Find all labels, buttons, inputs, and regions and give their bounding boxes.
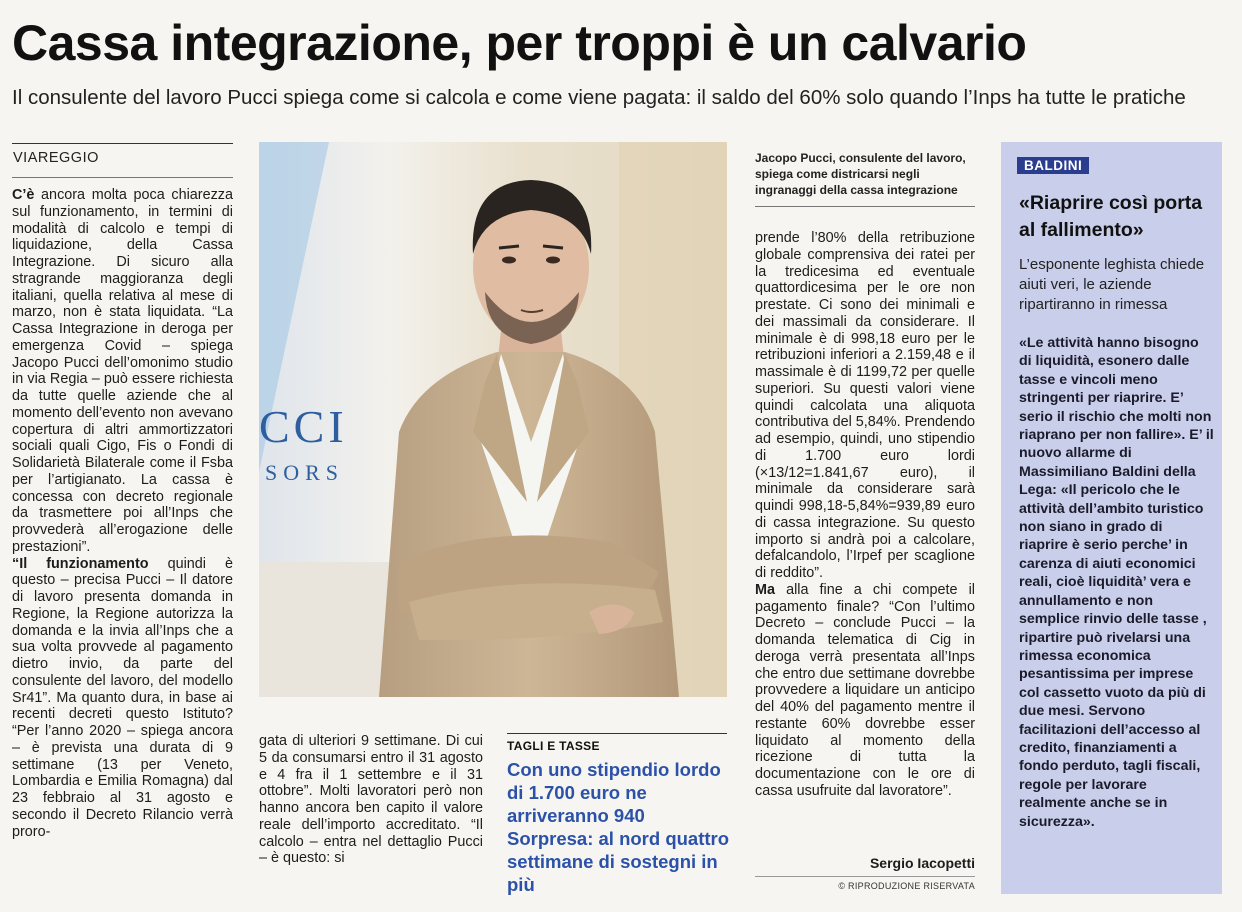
paragraph (12, 187, 233, 556)
column-rule (12, 143, 233, 144)
headline: Cassa integrazione, per troppi è un calvario (12, 15, 1027, 71)
sidebar-title: «Riaprire così porta al fallimento» (1019, 192, 1203, 241)
dateline: VIAREGGIO (13, 150, 99, 166)
paragraph-text: quindi è questo – precisa Pucci – Il datore di lavoro presenta domanda in Regione, la Regione autorizza la domanda e la invia all’Inps che a sua volta provvede al pagamento dietro invio, da parte del consulente del lavoro, del modello Sr41”. Ma quanto dura, in base ai recenti decreti questo Istituto? “Per l’anno 2020 – spiega ancora – è prevista una durata di 9 settimane (13 per Veneto, Lombardia e Emilia Romagna) dal 23 febbraio al 31 agosto e secondo il Decreto Rilancio verrà proro- (12, 555, 233, 840)
column-rule (12, 177, 233, 178)
article-column-2 (259, 733, 483, 898)
paragraph-lead: Ma (755, 581, 775, 598)
article-column-1 (12, 187, 233, 897)
paragraph-text: alla fine a chi compete il pagamento finale? “Con l’ultimo Decreto – conclude Pucci – la domanda telematica di Cig in deroga verrà presentata all’Inps che entro due settimane dovrebbe provvedere a liquidare un anticipo del 40% del pagamento mentre il restante 60% dovrebbe esser liquidato al momento della ricezione di tutta la documentazione con le ore di cassa usufruite dal lavoratore”. (755, 581, 975, 799)
portrait-photo (259, 142, 727, 697)
paragraph (12, 556, 233, 841)
sidebar-body: «Le attività hanno bisogno di liquidità, esonero dalle tasse e vincoli meno stringenti per riaprire. E’ serio il rischio che molti non riaprano per non fallire». E’ il nuovo allarme di Massimiliano Baldini della Lega: «Il pericolo che le attività dell’ambito turistico non siano in grado di riaprire è serio perche’ in carenza di aiuti economici reali, cioè liquidità’ vera e annullamento e non semplice rinvio delle tasse , ripartire può rivelarsi una rimessa economica pesantissima per imprese col cassetto vuoto da più di due mesi. Servono facilitazioni dell’accesso al credito, finanziamenti a fondo perduto, tagli fiscali, regole per lavorare realmente anche se in sicurezza». (1019, 335, 1214, 830)
box-label: TAGLI E TASSE (507, 739, 600, 753)
paragraph-text: prende l’80% della retribuzione globale comprensiva dei ratei per la tredicesima ed eventuale quattordicesima per le ore non prestate. Ci sono dei minimali e dei massimali da considerare. Il minimale è di 998,18 euro per le retribuzioni inferiori a 2.159,48 e il massimale è di 1199,72 per quelle superiori. Su questi valori viene quindi calcolata una aliquota contributiva del 5,84%. Prendendo ad esempio, quindi, uno stipendio di 1.700 euro lordi (×13/12=1.841,67 euro), il minimale da considerare sarà quindi 998,18-5,84%=939,89 euro di cassa integrazione. Su questo importo si andrà poi a calcolare, defalcandolo, l’Irpef per scaglione di reddito”. (755, 230, 975, 581)
caption-rule (755, 206, 975, 207)
photo-sign-text: CCI (259, 401, 348, 452)
photo-sign-subtext: SORS (265, 460, 345, 485)
paragraph-text: ancora molta poca chiarezza sul funzionamento, in termini di modalità di calcolo e tempi di liquidazione, della Cassa Integrazione. Di sicuro alla stragrande maggioranza degli italiani, quella relativa al mese di marzo, non è stata liquidata. “La Cassa Integrazione in deroga per emergenza Covid – spiega Jacopo Pucci dell’omonimo studio in via Regia – può essere richiesta da tutte quelle aziende che al momento dell’evento non avevano copertura di altri ammortizzatori sociali quali Cigo, Fis o Fondi di Solidarietà Bilaterale come il Fsba per l’artigianato. La cassa è concessa con decreto regionale da trasmettere poi all’Inps che provvederà all’erogazione delle prestazioni”. (12, 187, 233, 555)
sidebar-tag: BALDINI (1017, 157, 1089, 174)
author-signature: Sergio Iacopetti (869, 855, 975, 871)
paragraph (755, 582, 975, 800)
photo-caption: Jacopo Pucci, consulente del lavoro, spiega come districarsi negli ingranaggi della cassa integrazione (755, 151, 966, 197)
paragraph-lead: “Il funzionamento (12, 555, 149, 572)
sidebar-subtitle: L’esponente leghista chiede aiuti veri, le aziende ripartiranno in rimessa (1019, 256, 1205, 313)
signature-rule (755, 876, 975, 877)
box-rule (507, 733, 727, 734)
box-title: Con uno stipendio lordo di 1.700 euro ne arriveranno 940 Sorpresa: al nord quattro settimane di sostegni in più (507, 759, 730, 895)
subheadline: Il consulente del lavoro Pucci spiega come si calcola e come viene pagata: il saldo del 60% solo quando l’Inps ha tutte le pratiche (12, 86, 1186, 109)
paragraph (755, 230, 975, 582)
article-column-3 (755, 230, 975, 852)
paragraph-lead: C’è (12, 187, 35, 203)
paragraph: gata di ulteriori 9 settimane. Di cui 5 da consumarsi entro il 31 agosto e 4 fra il 1 settembre e il 31 ottobre”. Molti lavoratori però non hanno ancora ben capito il valore reale dell’importo accreditato. “Il calcolo – entra nel dettaglio Pucci – è questo: si (259, 733, 483, 867)
copyright-notice: © RIPRODUZIONE RISERVATA (838, 881, 975, 891)
